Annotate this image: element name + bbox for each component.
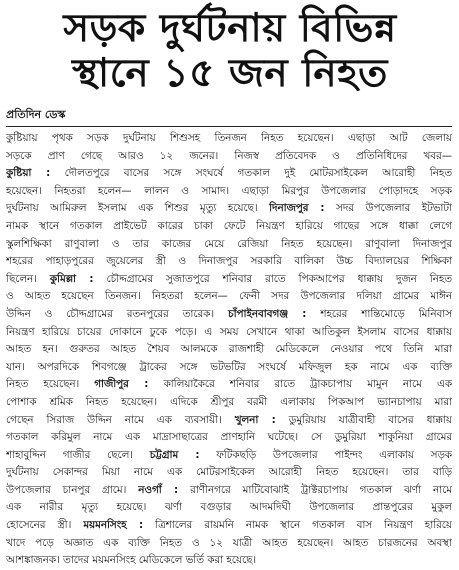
body-line: যান। অপরদিকে শিবগঞ্জে ট্রাকের সঙ্গে ভটভটির সংঘর্ষে মফিজুল হক নামে এক ব্যক্তি (6, 360, 452, 373)
body-text: ফটিকছড়ি উপজেলার পাইন্দং এলাকায় সড়ক (199, 448, 452, 461)
body-line (6, 306, 452, 324)
body-line (6, 200, 452, 218)
body-line (6, 517, 452, 535)
body-text: হোসেনের স্ত্রী। (6, 519, 84, 532)
body-line: পোশাক শ্রমিক নিহত হয়েছেন। এদিকে শ্রীপুর বরমী এলাকায় পিকআপ ভ্যানচাপায় মারা (6, 395, 452, 408)
body-text: চৌদ্দগ্রামের সুজাতপুরে শনিবার রাতে পিকআপের ধাক্কায় দুজন নিহত (93, 272, 452, 285)
body-text: উপজেলার চানপুর গ্রামে। (6, 483, 139, 496)
body-line: এক নারীর মৃত্যু হয়েছে। ঝর্ণা বগুড়ার আদমদিঘী উপজেলার প্রান্তপুরের মুকুল (6, 501, 452, 514)
body-line: কুষ্টিয়ায় পৃথক সড়ক দুর্ঘটনায় শিশুসহ তিনজন নিহত হয়েছেন। এছাড়া আট জেলায় (6, 132, 452, 144)
body-line (6, 482, 452, 500)
byline: প্রতিদিন ডেস্ক (6, 108, 66, 121)
body-line: সড়কে প্রাণ গেছে আরও ১২ জনের। নিজস্ব প্রতিবেদক ও প্রতিনিধিদের খবর— (6, 149, 452, 162)
location-label: কুমিল্লা : (49, 272, 94, 285)
body-line (6, 447, 452, 465)
location-label: চাঁপাইনবাবগঞ্জ : (228, 307, 307, 320)
body-text: শাহাবুদ্দিন গাজীর ছেলে। (6, 448, 150, 461)
body-line: ও আহত হয়েছেন তিনজন। নিহতরা হলেন— ফেনী সদর উপজেলার দলিয়া গ্রামের মাঈন (6, 290, 452, 303)
body-text: রাণীনগরে মাটিবোঝাই ট্রাক্টরচাপায় গতকাল ঝর্ণা নামে (178, 483, 452, 496)
body-line: হয়েছেন। নিহতরা হলেন— লালন ও সামাদ। এছাড়া মিরপুর উপজেলার পোড়াদহে সড়ক (6, 184, 452, 197)
body-text: শহরের শান্তিমোড়ে মিনিবাস (306, 307, 452, 320)
location-label: খুলনা : (234, 413, 276, 426)
body-text: উদ্দিন ও চৌদ্দগ্রামের রতনপুরের তারেক। (6, 307, 229, 320)
body-text: নিহত হয়েছেন। (6, 378, 95, 391)
body-text: ত্রিশালের রায়মনি নামক স্থানে গতকাল বাস নিয়ন্ত্রণ হারিয়ে (143, 519, 452, 532)
location-label: চট্টগ্রাম : (149, 448, 200, 461)
divider (6, 126, 452, 127)
headline-line-2: স্থানে ১৫ জন নিহত (72, 50, 388, 96)
body-text: দুর্ঘটনায় আমিরুল ইসলাম এক শিশুর মৃত্যু হয়েছে। (6, 202, 270, 215)
body-line (6, 271, 452, 289)
body-line: নামক স্থানে গতকাল প্রাইভেট কারের চাকা ফেটে নিয়ন্ত্রণ হারিয়ে গাছের সঙ্গে ধাক্কা লেগে (6, 219, 452, 232)
body-text: দৌলতপুরে বাসের সঙ্গে সংঘর্ষে গতকাল দুই মোটরসাইকেল আরোহী নিহত (50, 167, 452, 180)
location-label: দিনাজপুর : (269, 202, 325, 215)
body-line (6, 376, 452, 394)
location-label: কুষ্টিয়া : (6, 167, 51, 180)
body-text: ডুমুরিয়ায় যাত্রীবাহী বাসের ধাক্কায় (275, 413, 452, 426)
body-line: আহত হন। গুরুতর আহত শৈয়ব আলমকে রাজশাহী মেডিকেলে নেওয়ার পথে তিনি মারা (6, 343, 452, 356)
body-line (6, 412, 452, 430)
body-line: শহরের পাহাড়পুরের জুয়েলের স্ত্রী ও দিনাজপুর সরকারি বালিকা উচ্চ বিদ্যালয়ের শিক্ষিকা (6, 255, 452, 268)
location-label: ময়মনসিংহ : (83, 519, 144, 532)
article-body (6, 130, 454, 570)
body-text: ছিলেন। (6, 272, 50, 285)
location-label: নওগাঁ : (138, 483, 179, 496)
body-line: নিয়ন্ত্রণ হারিয়ে চায়ের দোকানে ঢুকে পড়ে। এ সময় সেখানে থাকা আতিকুল ইসলাম বাসের ধাক্কায় (6, 325, 452, 338)
body-text: কালিয়াকৈরে শনিবার রাতে ট্রাকচাপায় মামুন নামে এক (148, 378, 452, 391)
body-line: গতকাল করিমুল নামে এক মাদ্রাসাছাত্রের প্রাণহানি ঘটেছে। সে ডুমুরিয়া শাকুনিয়া গ্রামের (6, 431, 452, 444)
body-text: সদর উপজেলার ইটভাটা (324, 202, 452, 215)
body-line (6, 165, 452, 183)
location-label: গাজীপুর : (94, 378, 149, 391)
headline (6, 4, 454, 104)
body-line: দুর্ঘটনায় সেকান্দর মিয়া নামে এক মোটরসাইকেল আরোহী নিহত হয়েছেন। তার বাড়ি (6, 466, 452, 479)
headline-line-1: সড়ক দুর্ঘটনায় বিভিন্ন (63, 5, 397, 51)
body-line: স্কুলশিক্ষিকা রাণুবালা ও তার কাজের মেয়ে রেজিয়া নিহত হয়েছেন। রাণুবালা দিনাজপুর (6, 237, 452, 250)
body-text: গেছেন সিরাজ উদ্দিন নামে এক ব্যবসায়ী। (6, 413, 235, 426)
body-line: আশঙ্কাজনক। তাদের ময়মনসিংহ মেডিকেলে ভর্তি করা হয়েছে। (6, 554, 257, 567)
body-line: খাদে পড়ে অজ্ঞাত এক ব্যক্তি নিহত ও ১২ যাত্রী আহত হয়েছেন। আহত চারজনের অবস্থা (6, 536, 452, 549)
